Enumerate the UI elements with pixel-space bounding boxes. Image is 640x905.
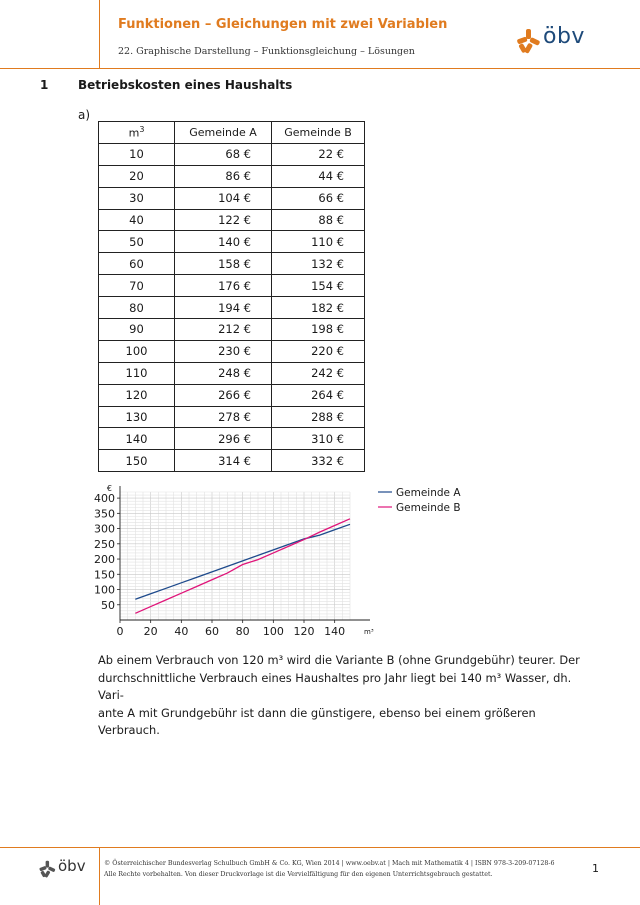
paragraph-line-1: Ab einem Verbrauch von 120 m³ wird die Variante B (ohne Grundgebühr) teurer. Der xyxy=(98,653,580,667)
y-tick-label: 150 xyxy=(94,568,115,582)
cell-volume: 50 xyxy=(99,231,175,253)
logo-text: öbv xyxy=(543,24,585,49)
publisher-star-icon xyxy=(515,28,541,54)
paragraph-line-3: ante A mit Grundgebühr ist dann die günstigere, ebenso bei einem größeren Verbrauch. xyxy=(98,705,536,737)
cell-gemeinde-b: 88 € xyxy=(272,209,365,231)
table-row xyxy=(99,450,365,472)
cell-gemeinde-a: 194 € xyxy=(175,297,272,319)
y-tick-label: 300 xyxy=(94,522,115,536)
footer-divider xyxy=(0,847,640,848)
table-row xyxy=(99,384,365,406)
column-header-gemeinde-b: Gemeinde B xyxy=(272,122,365,144)
cell-gemeinde-b: 132 € xyxy=(272,253,365,275)
cell-volume: 20 xyxy=(99,165,175,187)
footer-logo-text: öbv xyxy=(58,857,86,875)
table-row xyxy=(99,406,365,428)
x-tick-label: 120 xyxy=(293,625,315,638)
cell-gemeinde-b: 332 € xyxy=(272,450,365,472)
table-row xyxy=(99,231,365,253)
chart-legend xyxy=(378,485,488,517)
footer-divider-vertical xyxy=(99,847,100,905)
x-tick-label: 60 xyxy=(205,625,219,638)
column-header-volume: $m^3$ xyxy=(99,122,175,144)
cell-gemeinde-a: 158 € xyxy=(175,253,272,275)
footer-logo xyxy=(38,857,94,880)
table-header-row xyxy=(99,122,365,144)
cell-gemeinde-b: 110 € xyxy=(272,231,365,253)
cell-gemeinde-a: 248 € xyxy=(175,362,272,384)
conclusion-paragraph xyxy=(98,652,598,740)
footer-star-icon xyxy=(38,860,56,878)
section-number: 1 xyxy=(40,78,49,92)
cell-volume: 30 xyxy=(99,187,175,209)
table-row xyxy=(99,428,365,450)
cell-gemeinde-b: 264 € xyxy=(272,384,365,406)
y-tick-label: 350 xyxy=(94,507,115,521)
table-row xyxy=(99,143,365,165)
cell-gemeinde-a: 314 € xyxy=(175,450,272,472)
cell-volume: 70 xyxy=(99,275,175,297)
oebv-logo xyxy=(515,24,595,54)
cell-gemeinde-b: 182 € xyxy=(272,297,365,319)
page-title: Funktionen – Gleichungen mit zwei Variablen xyxy=(118,17,448,32)
table-row xyxy=(99,362,365,384)
table-row xyxy=(99,187,365,209)
cell-gemeinde-a: 176 € xyxy=(175,275,272,297)
cell-gemeinde-a: 266 € xyxy=(175,384,272,406)
x-axis-label: m³ xyxy=(364,628,374,636)
x-tick-label: 40 xyxy=(174,625,189,638)
cell-gemeinde-b: 154 € xyxy=(272,275,365,297)
cell-volume: 140 xyxy=(99,428,175,450)
paragraph-line-2: durchschnittliche Verbrauch eines Haushaltes pro Jahr liegt bei 140 m³ Wasser, dh. Vari- xyxy=(98,670,572,702)
y-axis-label: € xyxy=(106,484,112,493)
y-tick-label: 250 xyxy=(94,537,115,551)
table-row xyxy=(99,297,365,319)
y-tick-label: 50 xyxy=(101,598,115,612)
cell-gemeinde-a: 68 € xyxy=(175,143,272,165)
cell-gemeinde-b: 310 € xyxy=(272,428,365,450)
y-tick-label: 100 xyxy=(94,583,115,597)
cell-volume: 130 xyxy=(99,406,175,428)
cell-gemeinde-a: 296 € xyxy=(175,428,272,450)
page-number: 1 xyxy=(592,862,599,875)
x-tick-label: 20 xyxy=(143,625,158,638)
table-row xyxy=(99,275,365,297)
footer-copyright: © Österreichischer Bundesverlag Schulbuch GmbH & Co. KG, Wien 2014 | www.oebv.at | Mach mit Mathematik 4 | ISBN 978-3-209-07128-6 xyxy=(104,860,555,867)
cell-volume: 60 xyxy=(99,253,175,275)
cell-volume: 90 xyxy=(99,319,175,341)
footer-rights: Alle Rechte vorbehalten. Von dieser Druckvorlage ist die Vervielfältigung für den eigenen Unterrichtsgebrauch gestattet. xyxy=(104,871,493,878)
cell-volume: 100 xyxy=(99,340,175,362)
cell-gemeinde-b: 44 € xyxy=(272,165,365,187)
cell-gemeinde-b: 288 € xyxy=(272,406,365,428)
x-tick-label: 0 xyxy=(116,625,124,638)
cell-volume: 120 xyxy=(99,384,175,406)
header-divider-vertical xyxy=(99,0,100,69)
column-header-gemeinde-a: Gemeinde A xyxy=(175,122,272,144)
table-row xyxy=(99,319,365,341)
cell-gemeinde-b: 198 € xyxy=(272,319,365,341)
cell-gemeinde-a: 86 € xyxy=(175,165,272,187)
cell-volume: 10 xyxy=(99,143,175,165)
table-row xyxy=(99,340,365,362)
cell-gemeinde-a: 230 € xyxy=(175,340,272,362)
cell-volume: 40 xyxy=(99,209,175,231)
cell-volume: 150 xyxy=(99,450,175,472)
cell-volume: 80 xyxy=(99,297,175,319)
page-subtitle: 22. Graphische Darstellung – Funktionsgleichung – Lösungen xyxy=(118,46,415,57)
table-row xyxy=(99,253,365,275)
cost-chart xyxy=(80,480,380,645)
cell-gemeinde-a: 212 € xyxy=(175,319,272,341)
cell-gemeinde-b: 22 € xyxy=(272,143,365,165)
cell-gemeinde-a: 104 € xyxy=(175,187,272,209)
section-title: Betriebskosten eines Haushalts xyxy=(78,78,293,92)
cell-gemeinde-a: 122 € xyxy=(175,209,272,231)
cell-gemeinde-b: 66 € xyxy=(272,187,365,209)
cell-gemeinde-a: 140 € xyxy=(175,231,272,253)
legend-label-gemeinde-b: Gemeinde B xyxy=(396,502,461,514)
table-row xyxy=(99,209,365,231)
part-label: a) xyxy=(78,108,91,122)
cell-gemeinde-b: 220 € xyxy=(272,340,365,362)
cell-gemeinde-a: 278 € xyxy=(175,406,272,428)
y-tick-label: 400 xyxy=(94,492,115,506)
header-divider xyxy=(0,68,640,69)
x-tick-label: 100 xyxy=(262,625,284,638)
cost-table xyxy=(98,121,365,472)
legend-label-gemeinde-a: Gemeinde A xyxy=(396,487,461,499)
cell-volume: 110 xyxy=(99,362,175,384)
y-tick-label: 200 xyxy=(94,553,115,567)
cell-gemeinde-b: 242 € xyxy=(272,362,365,384)
table-row xyxy=(99,165,365,187)
x-tick-label: 80 xyxy=(235,625,250,638)
x-tick-label: 140 xyxy=(324,625,346,638)
